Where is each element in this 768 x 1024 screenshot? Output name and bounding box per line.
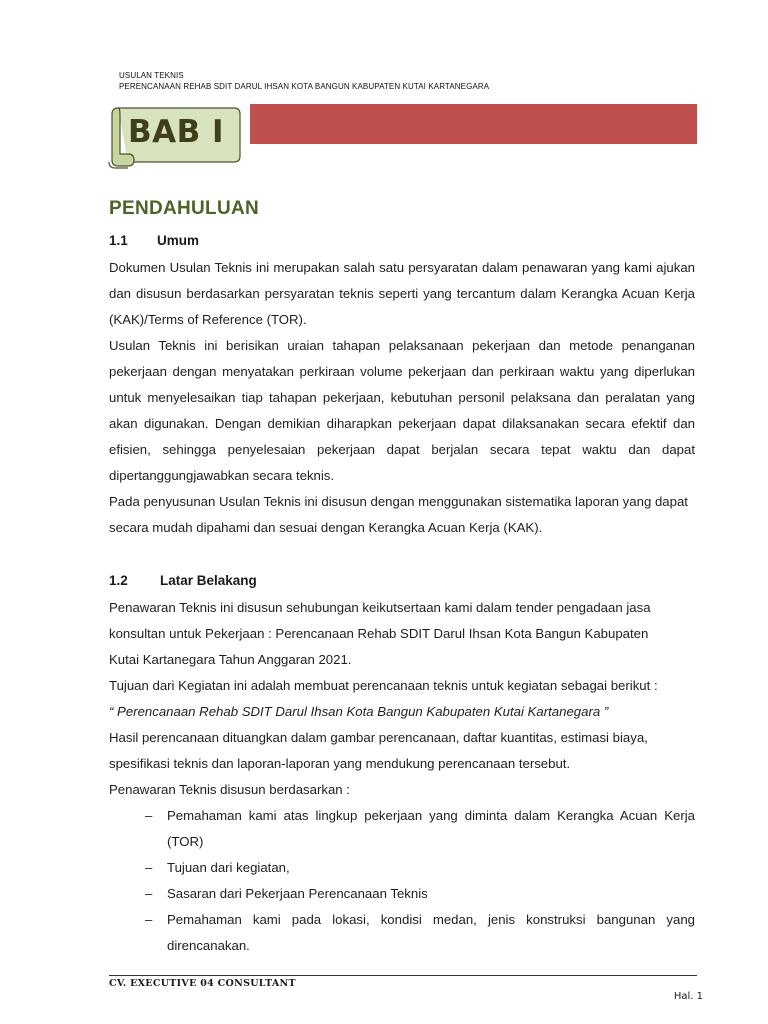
dash-marker: –	[145, 886, 153, 901]
subheading-text: Umum	[157, 233, 200, 248]
list-item	[145, 881, 695, 907]
paragraph-umum-3: Pada penyusunan Usulan Teknis ini disusun dengan menggunakan sistematika laporan yang dapat secara mudah dipahami dan sesuai dengan Kerangka Acuan Kerja (KAK).	[109, 494, 688, 535]
basis-list	[145, 803, 695, 959]
chapter-scroll-banner	[106, 104, 244, 170]
list-item	[145, 855, 695, 881]
header-line-2: PERENCANAAN REHAB SDIT DARUL IHSAN KOTA BANGUN KABUPATEN KUTAI KARTANEGARA	[119, 82, 490, 91]
list-item-text: Pemahaman kami atas lingkup pekerjaan yang diminta dalam Kerangka Acuan Kerja (TOR)	[167, 808, 695, 849]
footer-company: CV. EXECUTIVE 04 CONSULTANT	[109, 978, 296, 989]
list-item-text: Tujuan dari kegiatan,	[167, 860, 290, 875]
subheading-text: Latar Belakang	[160, 573, 257, 588]
paragraph-umum-1: Dokumen Usulan Teknis ini merupakan salah satu persyaratan dalam penawaran yang kami ajukan dan disusun berdasarkan persyaratan teknis seperti yang tercantum dalam Kerangka Acuan Kerja (KAK)/Terms of Reference (TOR).	[109, 260, 695, 327]
paragraph-latar-1: Penawaran Teknis ini disusun sehubungan keikutsertaan kami dalam tender pengadaan jasa konsultan untuk Pekerjaan : Perencanaan Rehab SDIT Darul Ihsan Kota Bangun Kabupaten Kutai Kartanegara Tahun Anggaran 2021.	[109, 600, 651, 667]
dash-marker: –	[145, 808, 153, 823]
dash-marker: –	[145, 860, 153, 875]
chapter-color-bar	[250, 104, 697, 144]
list-item	[145, 907, 695, 959]
subheading-number: 1.1	[109, 233, 128, 248]
paragraph-latar-2: Tujuan dari Kegiatan ini adalah membuat perencanaan teknis untuk kegiatan sebagai berikut :	[109, 678, 658, 693]
section-title: PENDAHULUAN	[109, 198, 260, 219]
paragraph-umum-2: Usulan Teknis ini berisikan uraian tahapan pelaksanaan pekerjaan dan metode penanganan pekerjaan dengan menyatakan perkiraan volume pekerjaan dan perkiraan waktu yang diperlukan untuk menyelesaikan tiap tahapan pekerjaan, kebutuhan personil pelaksana dan peralatan yang akan digunakan. Dengan demikian diharapkan pekerjaan dapat dilaksanakan secara efektif dan efisien, sehingga penyelesaian pekerjaan dapat berjalan secara tepat waktu dan dapat dipertanggungjawabkan secara teknis.	[109, 338, 695, 483]
dash-marker: –	[145, 912, 153, 927]
subheading-1-1	[109, 233, 199, 248]
list-item-text: Sasaran dari Pekerjaan Perencanaan Teknis	[167, 886, 428, 901]
chapter-label: BAB I	[127, 114, 225, 150]
footer-divider	[109, 975, 697, 976]
paragraph-latar-quote: “ Perencanaan Rehab SDIT Darul Ihsan Kota Bangun Kabupaten Kutai Kartanegara ”	[109, 704, 609, 719]
subheading-1-2	[109, 573, 257, 588]
paragraph-latar-3: Hasil perencanaan dituangkan dalam gambar perencanaan, daftar kuantitas, estimasi biaya, spesifikasi teknis dan laporan-laporan yang mendukung perencanaan tersebut.	[109, 730, 648, 771]
page-number: Hal. 1	[673, 991, 703, 1002]
subheading-number: 1.2	[109, 573, 128, 588]
paragraph-latar-4: Penawaran Teknis disusun berdasarkan :	[109, 782, 350, 797]
list-item-text: Pemahaman kami pada lokasi, kondisi medan, jenis konstruksi bangunan yang direncanakan.	[167, 912, 695, 953]
list-item	[145, 803, 695, 855]
header-line-1: USULAN TEKNIS	[119, 71, 184, 80]
